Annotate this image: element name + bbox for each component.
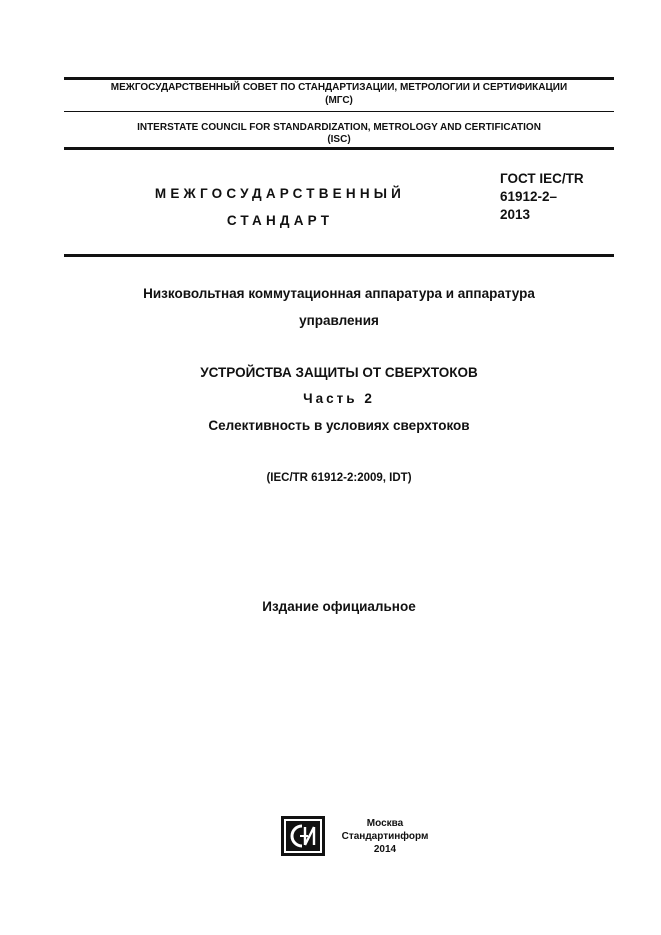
edition: Издание официальное bbox=[262, 599, 416, 614]
council-en-line2: (ISC) bbox=[327, 134, 351, 145]
council-bottom-rule bbox=[64, 147, 614, 150]
reference: (IEC/TR 61912-2:2009, IDT) bbox=[266, 472, 412, 484]
designation-line2: 61912-2– bbox=[500, 189, 558, 204]
council-ru-line2: (МГС) bbox=[325, 95, 353, 106]
header-bottom-rule bbox=[64, 254, 614, 257]
title-line2: управления bbox=[299, 313, 379, 328]
doc-type-line2: СТАНДАРТ bbox=[226, 213, 334, 228]
title-line1: Низковольтная коммутационная аппаратура и аппаратура bbox=[143, 286, 535, 301]
publisher-city: Москва bbox=[366, 818, 404, 829]
top-rule bbox=[64, 77, 614, 80]
title-part: Часть 2 bbox=[303, 391, 375, 406]
designation bbox=[500, 170, 620, 224]
publisher bbox=[320, 817, 450, 856]
title-line3: УСТРОЙСТВА ЗАЩИТЫ ОТ СВЕРХТОКОВ bbox=[200, 365, 478, 380]
publisher-year: 2014 bbox=[373, 844, 397, 855]
council-en-line1: INTERSTATE COUNCIL FOR STANDARDIZATION, METROLOGY AND CERTIFICATION bbox=[137, 122, 541, 133]
publisher-name: Стандартинформ bbox=[341, 831, 429, 842]
doc-type-line1: МЕЖГОСУДАРСТВЕННЫЙ bbox=[154, 186, 406, 201]
designation-line1: ГОСТ IEC/TR bbox=[500, 171, 584, 186]
standartinform-logo-icon bbox=[281, 816, 325, 856]
council-ru-line1: МЕЖГОСУДАРСТВЕННЫЙ СОВЕТ ПО СТАНДАРТИЗАЦИИ, МЕТРОЛОГИИ И СЕРТИФИКАЦИИ bbox=[110, 82, 568, 93]
title-line5: Селективность в условиях сверхтоков bbox=[208, 418, 470, 433]
designation-line3: 2013 bbox=[500, 207, 531, 222]
council-divider bbox=[64, 111, 614, 112]
